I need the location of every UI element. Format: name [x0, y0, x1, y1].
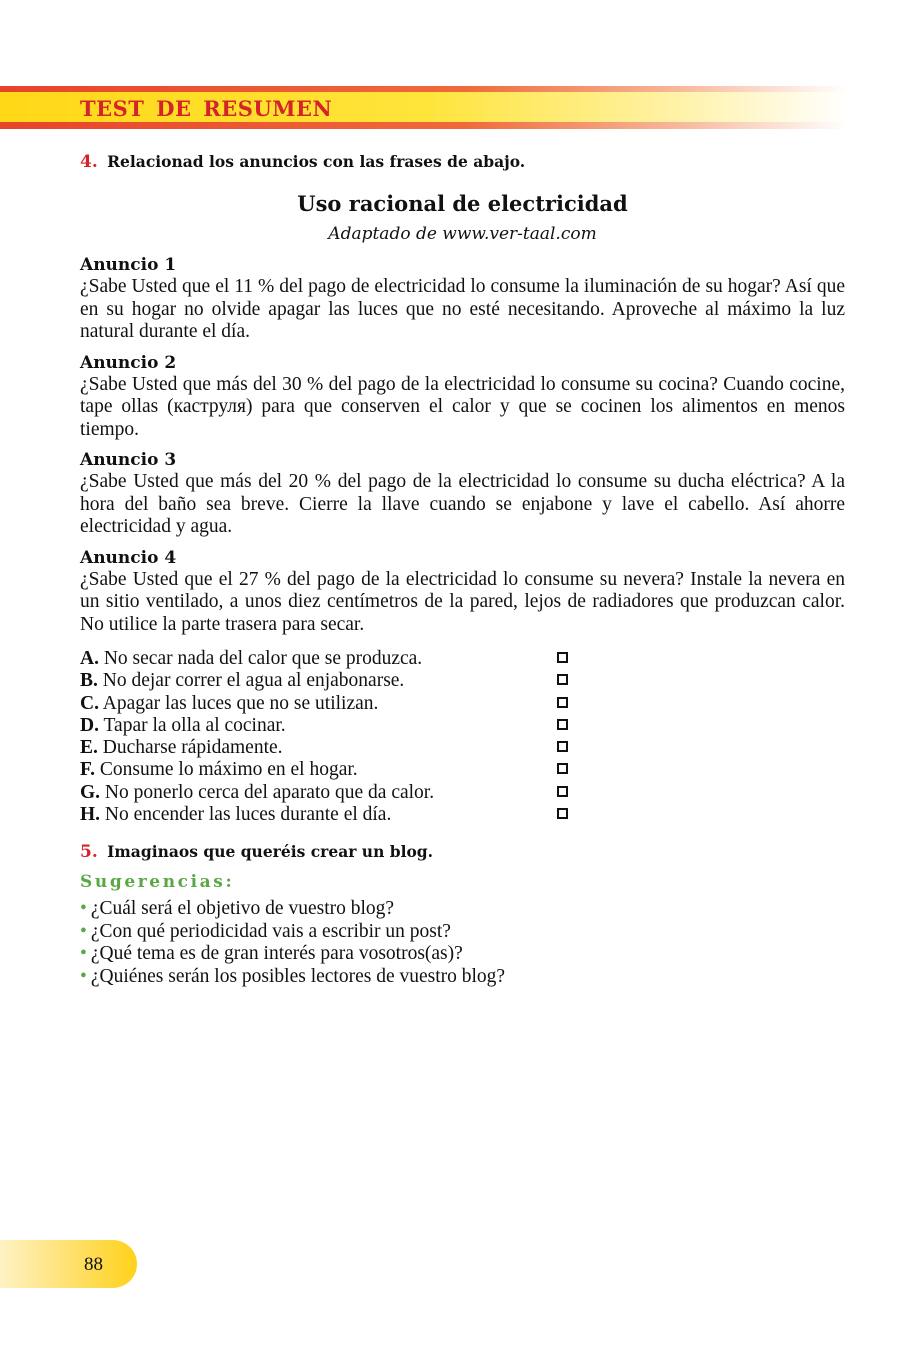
option-text: Apagar las luces que no se utilizan. — [102, 692, 379, 714]
option-letter: H. — [80, 804, 101, 826]
list-item-text: ¿Cuál será el objetivo de vuestro blog? — [90, 898, 395, 920]
article-title: Uso racional de electricidad — [297, 191, 628, 216]
ad-text: ¿Sabe Usted que más del 20 % del pago de la electricidad lo consume su ducha eléctrica? A la hora del baño sea breve. Cierre la llave cuando se enjabone y lave el cabello. Así ahorre electricidad y agua. — [80, 471, 845, 537]
banner-stripe-bottom — [0, 122, 848, 129]
bullet-icon: • — [80, 943, 87, 965]
task-text: Imaginaos que queréis crear un blog. — [107, 842, 434, 862]
option-letter: B. — [80, 670, 98, 692]
option-row — [80, 648, 845, 670]
answer-checkbox[interactable] — [557, 719, 568, 730]
option-row — [80, 693, 845, 715]
list-item-text: ¿Qué tema es de gran interés para vosotros(as)? — [90, 943, 463, 965]
suggestions-list — [80, 898, 845, 988]
list-item-text: ¿Con qué periodicidad vais a escribir un post? — [90, 920, 451, 942]
list-item — [80, 943, 845, 966]
ad-block — [80, 352, 845, 442]
page-number: 88 — [84, 1254, 103, 1275]
page-content — [80, 150, 845, 988]
bullet-icon: • — [80, 920, 87, 942]
page-number-tab — [0, 1240, 137, 1288]
option-text: No ponerlo cerca del aparato que da calor. — [104, 781, 435, 803]
answer-checkbox[interactable] — [557, 697, 568, 708]
task-number: 5. — [80, 842, 98, 863]
section-banner — [0, 86, 848, 132]
answer-checkbox[interactable] — [557, 741, 568, 752]
answer-checkbox[interactable] — [557, 763, 568, 774]
option-letter: A. — [80, 648, 99, 669]
matching-options — [80, 648, 845, 826]
list-item-text: ¿Quiénes serán los posibles lectores de vuestro blog? — [90, 965, 506, 987]
ad-heading: Anuncio 4 — [80, 547, 177, 568]
option-letter: C. — [80, 692, 99, 714]
article-source: Adaptado de www.ver-taal.com — [328, 224, 597, 244]
option-text: No secar nada del calor que se produzca. — [103, 648, 423, 669]
option-row — [80, 759, 845, 781]
ad-text: ¿Sabe Usted que el 11 % del pago de electricidad lo consume la iluminación de su hogar? Así que en su hogar no olvide apagar las luces que no esté necesitando. Aproveche al máximo la luz natural durante el día. — [80, 276, 845, 342]
option-row — [80, 670, 845, 692]
option-text: Consume lo máximo en el hogar. — [99, 759, 358, 781]
bullet-icon: • — [80, 898, 87, 920]
option-text: Ducharse rápidamente. — [102, 737, 283, 759]
bullet-icon: • — [80, 965, 87, 987]
section-title: TEST DE RESUMEN — [80, 96, 333, 121]
option-letter: F. — [80, 759, 95, 781]
option-row — [80, 715, 845, 737]
list-item — [80, 898, 845, 921]
option-letter: D. — [80, 714, 99, 736]
list-item — [80, 966, 845, 989]
option-row — [80, 737, 845, 759]
ad-heading: Anuncio 1 — [80, 255, 177, 275]
option-row — [80, 804, 845, 826]
ad-heading: Anuncio 2 — [80, 352, 177, 373]
ad-heading: Anuncio 3 — [80, 450, 177, 470]
task-number: 4. — [80, 152, 98, 172]
list-item — [80, 921, 845, 944]
suggestions-heading: Sugerencias: — [80, 872, 235, 893]
ad-text: ¿Sabe Usted que el 27 % del pago de la electricidad lo consume su nevera? Instale la nevera en un sitio ventilado, a unos diez centímetros de la pared, lejos de radiadores que produzcan calor. No utilice la parte trasera para secar. — [80, 568, 845, 635]
ad-block — [80, 254, 845, 344]
option-text: No encender las luces durante el día. — [104, 804, 392, 826]
option-letter: G. — [80, 781, 101, 803]
answer-checkbox[interactable] — [557, 808, 568, 819]
answer-checkbox[interactable] — [557, 652, 568, 663]
ad-block — [80, 547, 845, 637]
option-letter: E. — [80, 737, 98, 759]
answer-checkbox[interactable] — [557, 674, 568, 685]
task-4-instruction — [80, 150, 845, 174]
ad-text: ¿Sabe Usted que más del 30 % del pago de la electricidad lo consume su cocina? Cuando cocine, tape ollas (каструля) para que conserven el calor y que se cocinen los alimentos en menos tiempo. — [80, 373, 845, 440]
option-row — [80, 782, 845, 804]
ad-block — [80, 449, 845, 539]
option-text: Tapar la olla al cocinar. — [103, 714, 286, 736]
option-text: No dejar correr el agua al enjabonarse. — [102, 670, 405, 692]
task-text: Relacionad los anuncios con las frases de abajo. — [107, 152, 526, 171]
answer-checkbox[interactable] — [557, 786, 568, 797]
task-5-instruction — [80, 840, 845, 864]
